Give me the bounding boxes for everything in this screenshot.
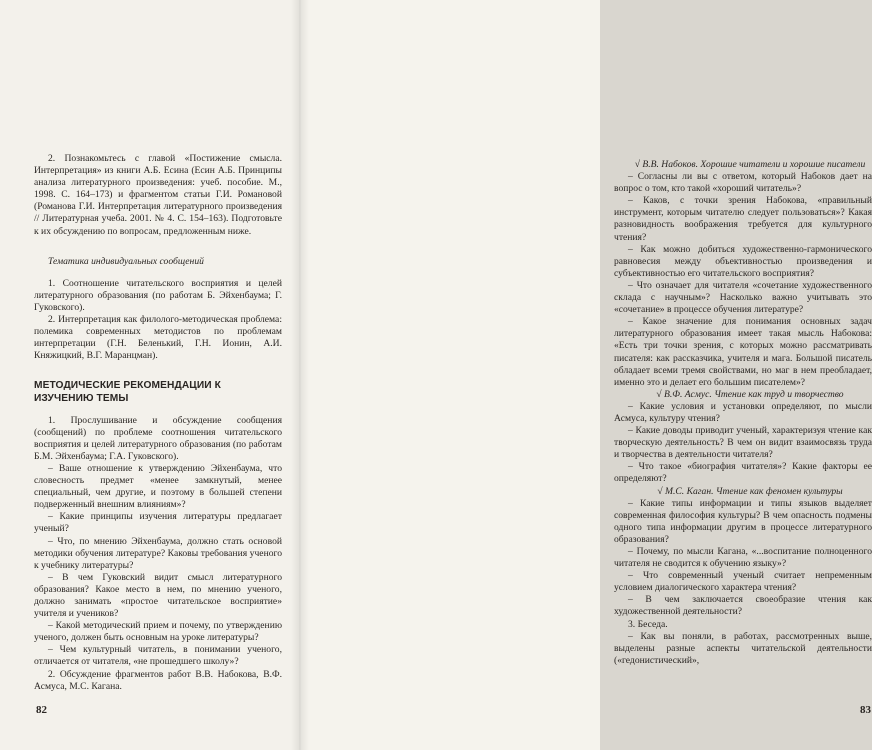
question-paragraph: – Как можно добиться художественно-гармонического равновесия между объективностью произведения и субъективностью его читательского восприятия? bbox=[614, 243, 872, 279]
right-column bbox=[614, 159, 872, 667]
question-paragraph: – Каков, с точки зрения Набокова, «правильный инструмент, которым читателю следует пользоваться»? Какая разновидность воображения требуется для культурного чтения? bbox=[614, 195, 872, 243]
left-page bbox=[0, 0, 300, 750]
question-paragraph: – Какие доводы приводит ученый, характеризуя чтение как творческую деятельность? В чем он видит взаимосвязь труда и творчества в деятельности читателя? bbox=[614, 425, 872, 461]
question-paragraph: – В чем заключается своеобразие чтения как художественной деятельности? bbox=[614, 594, 872, 618]
question-paragraph: – Что современный ученый считает непременным условием диалогического характера чтения? bbox=[614, 570, 872, 594]
right-page bbox=[300, 0, 872, 750]
question-paragraph: – Как вы поняли, в работах, рассмотренных выше, выделены разные аспекты читательской деятельности («гедонистический», bbox=[614, 630, 872, 666]
topics-subheading: Тематика индивидуальных сообщений bbox=[48, 255, 204, 267]
body-paragraph: – В чем Гуковский видит смысл литературного образования? Какое место в нем, по мнению ученого, должно занимать «простое читательское восприятие» учителя и учеников? bbox=[34, 571, 282, 620]
question-paragraph: 3. Беседа. bbox=[628, 618, 668, 630]
question-paragraph: – Почему, по мысли Кагана, «...воспитание полноценного читателя не сводится к обучению языку»? bbox=[614, 546, 872, 570]
question-paragraph: – Какие типы информации и типы языков выделяет современная философия культуры? В чем опасность подмены одного типа информации другим в процессе литературного образования? bbox=[614, 497, 872, 545]
body-paragraph: 1. Прослушивание и обсуждение сообщения (сообщений) по проблеме соотношения читательского восприятия и целей литературного образования (по работам Б.М. Эйхенбаума; Г.А. Гуковского). bbox=[34, 414, 282, 462]
body-paragraph: – Какой методический прием и почему, по утверждению ученого, должен быть основным на уроке литературы? bbox=[34, 620, 282, 644]
topic-item: 2. Интерпретация как филолого-методическая проблема: полемика современных методистов по проблемам интерпретации (Г.Н. Беленький, Г.Н. Ионин, А.И. Княжицкий, В.Г. Маранцман). bbox=[34, 314, 282, 362]
author-heading: √ М.С. Каган. Чтение как феномен культуры bbox=[657, 485, 843, 497]
body-paragraph: – Какие принципы изучения литературы предлагает ученый? bbox=[34, 511, 282, 535]
page-number-right: 83 bbox=[860, 704, 871, 716]
author-heading: √ В.Ф. Асмус. Чтение как труд и творчество bbox=[656, 388, 844, 400]
book-gutter bbox=[291, 0, 309, 750]
question-paragraph: – Какое значение для понимания основных задач литературного образования имеет такая мысль Набокова: «Есть три точки зрения, с которых можно рассматривать писателя: как рассказчика, учителя и мага. Большой писатель обладает всеми тремя свойствами, но маг в нем преобладает, именно это и делает его большим писателем»? bbox=[614, 316, 872, 388]
body-paragraph: – Чем культурный читатель, в понимании ученого, отличается от читателя, «не прошедшего школу»? bbox=[34, 644, 282, 668]
section-title: МЕТОДИЧЕСКИЕ РЕКОМЕНДАЦИИ К ИЗУЧЕНИЮ ТЕМЫ bbox=[34, 380, 221, 404]
author-heading: √ В.В. Набоков. Хорошие читатели и хорошие писатели bbox=[634, 159, 866, 170]
body-paragraph: – Ваше отношение к утверждению Эйхенбаума, что словесность предмет «менее замкнутый, менее специальный, чем другие, и поэтому в большей степени подверженный внешним влияниям»? bbox=[34, 462, 282, 511]
question-paragraph: – Какие условия и установки определяют, по мысли Асмуса, культуру чтения? bbox=[614, 400, 872, 424]
body-paragraph: 2. Обсуждение фрагментов работ В.В. Набокова, В.Ф. Асмуса, М.С. Кагана. bbox=[34, 668, 282, 692]
question-paragraph: – Что такое «биография читателя»? Какие факторы ее определяют? bbox=[614, 461, 872, 485]
body-paragraph: – Что, по мнению Эйхенбаума, должно стать основой методики обучения литературе? Каковы требования ученого к учебнику литературы? bbox=[34, 535, 282, 571]
assignment-paragraph: 2. Познакомьтесь с главой «Постижение смысла. Интерпретация» из книги А.Б. Есина (Есин А.Б. Принципы анализа литературного произведения: учеб. пособие. М., 1998. С. 164–173) и фрагментом статьи Г.И. Романовой (Романова Г.И. Интерпретация литературного произведения // Литературная учеба. 2001. № 4. С. 154–163). Подготовьте к их обсуждению по вопросам, предложенным ниже. bbox=[34, 153, 282, 237]
left-column bbox=[34, 153, 282, 693]
page-number-left: 82 bbox=[36, 704, 47, 716]
topic-item: 1. Соотношение читательского восприятия и целей литературного образования (по работам Б. Эйхенбаума; Г. Гуковского). bbox=[34, 277, 282, 313]
question-paragraph: – Что означает для читателя «сочетание художественного склада с научным»? Насколько важно учитывать это «сочетание» в процессе обучения литературе? bbox=[614, 279, 872, 316]
question-paragraph: – Согласны ли вы с ответом, который Набоков дает на вопрос о том, кто такой «хороший читатель»? bbox=[614, 171, 872, 195]
